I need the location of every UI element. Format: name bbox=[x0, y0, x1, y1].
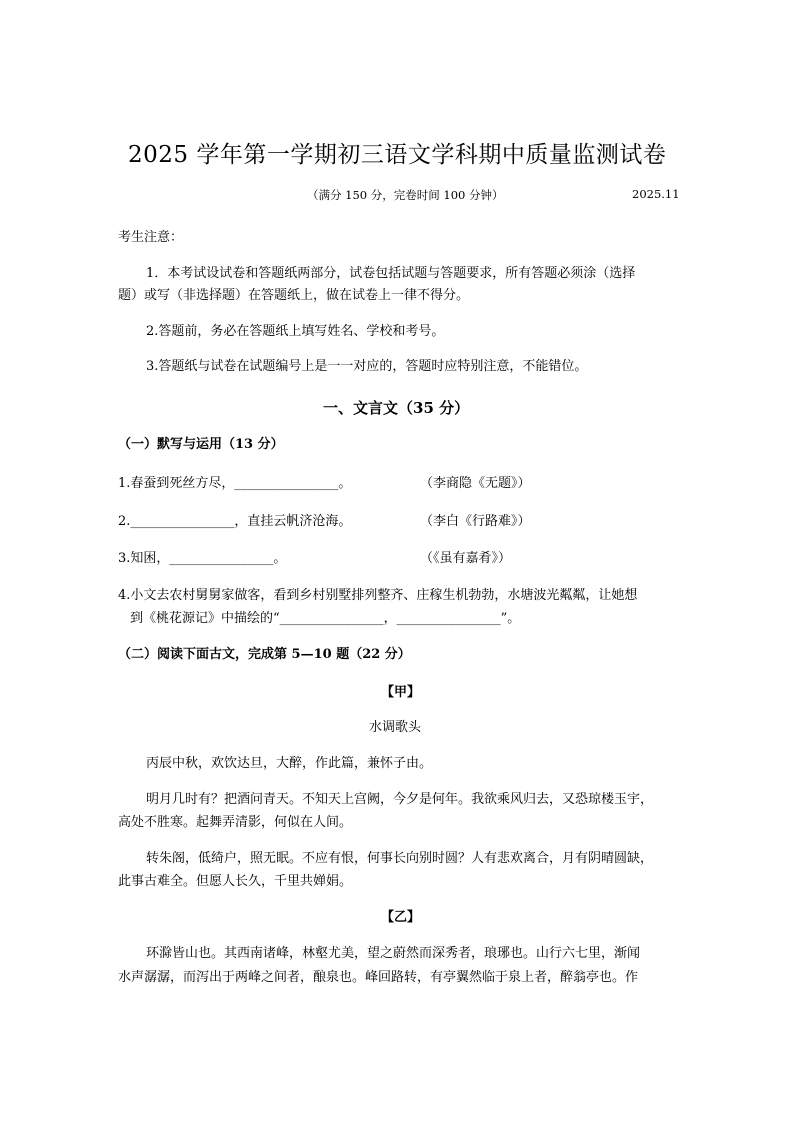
notice-heading: 考生注意： bbox=[118, 230, 184, 245]
question-3: 3.知困，________________。 bbox=[118, 551, 287, 566]
notice-item-1-line-2: 题）或写（非选择题）在答题纸上，做在试卷上一律不得分。 bbox=[118, 288, 470, 303]
notice-item-2: 2.答题前，务必在答题纸上填写姓名、学校和考号。 bbox=[146, 324, 445, 339]
notice-item-3: 3.答题纸与试卷在试题编号上是一一对应的，答题时应特别注意，不能错位。 bbox=[146, 359, 588, 374]
text-jia-para-1-line-2: 高处不胜寒。起舞弄清影，何似在人间。 bbox=[118, 815, 353, 830]
text-jia-para-2-line-1: 转朱阁，低绮户，照无眠。不应有恨，何事长向别时圆？人有悲欢离合，月有阴晴圆缺， bbox=[146, 851, 654, 866]
text-yi-para-1-line-2: 水声潺潺，而泻出于两峰之间者，酿泉也。峰回路转，有亭翼然临于泉上者，醉翁亭也。作 bbox=[118, 970, 639, 985]
question-2: 2.________________，直挂云帆济沧海。 bbox=[118, 514, 352, 529]
exam-date: 2025.11 bbox=[632, 187, 680, 201]
exam-title: 2025 学年第一学期初三语文学科期中质量监测试卷 bbox=[128, 142, 667, 168]
text-jia-para-1-line-1: 明月几时有？把酒问青天。不知天上宫阙，今夕是何年。我欲乘风归去，又恐琼楼玉宇， bbox=[146, 792, 654, 807]
question-3-source: （《虽有嘉肴》） bbox=[420, 551, 512, 566]
section-1-title: 一、文言文（35 分） bbox=[323, 399, 470, 417]
question-4-line-2: 到《桃花源记》中描绘的“________________，________________”。 bbox=[130, 611, 521, 626]
question-1: 1.春蚕到死丝方尽，________________。 bbox=[118, 476, 352, 491]
part-2-title: （二）阅读下面古文，完成第 5—10 题（22 分） bbox=[118, 647, 411, 662]
exam-subtitle: （满分 150 分，完卷时间 100 分钟） bbox=[307, 188, 504, 202]
text-yi-para-1-line-1: 环滁皆山也。其西南诸峰，林壑尤美，望之蔚然而深秀者，琅琊也。山行六七里，渐闻 bbox=[146, 946, 641, 961]
text-jia-label: 【甲】 bbox=[381, 685, 421, 700]
question-1-source: （李商隐《无题》） bbox=[420, 476, 531, 491]
text-jia-para-2-line-2: 此事古难全。但愿人长久，千里共婵娟。 bbox=[118, 874, 353, 889]
text-jia-title: 水调歌头 bbox=[369, 720, 422, 735]
text-yi-label: 【乙】 bbox=[381, 910, 421, 925]
question-4-line-1: 4.小文去农村舅舅家做客，看到乡村别墅排列整齐、庄稼生机勃勃，水塘波光粼粼，让她想 bbox=[118, 588, 638, 603]
question-2-source: （李白《行路难》） bbox=[420, 514, 531, 529]
part-1-title: （一）默写与运用（13 分） bbox=[118, 437, 284, 452]
notice-item-1-line-1: 1．本考试设试卷和答题纸两部分，试卷包括试题与答题要求，所有答题必须涂（选择 bbox=[146, 266, 636, 281]
text-jia-preface: 丙辰中秋，欢饮达旦，大醉，作此篇，兼怀子由。 bbox=[146, 756, 433, 771]
